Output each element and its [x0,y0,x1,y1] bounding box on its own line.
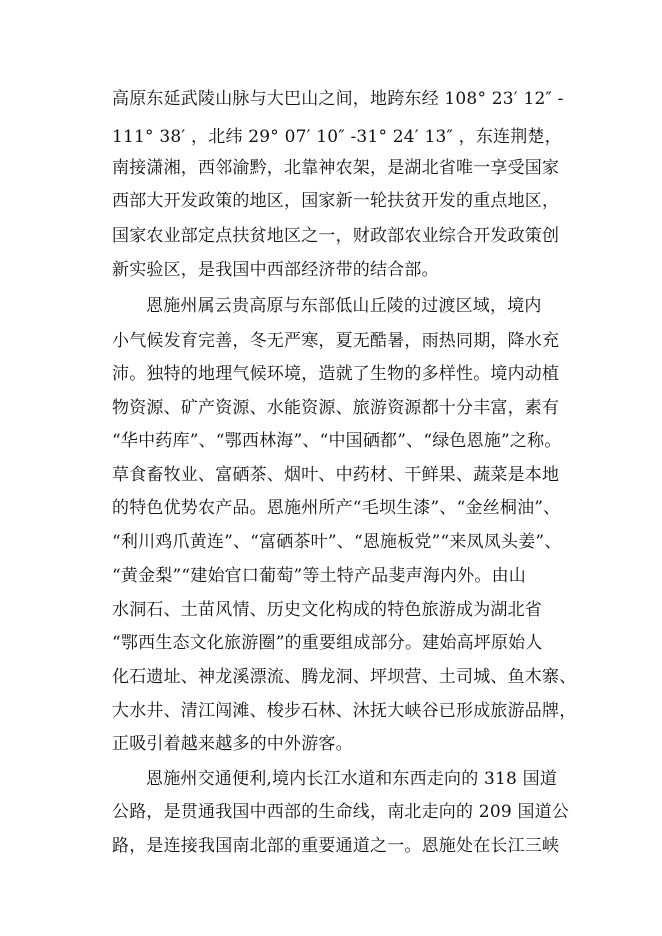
text-line: 国家农业部定点扶贫地区之一，财政部农业综合开发政策创 [112,226,560,246]
text-line: 沛。独特的地理气候环境，造就了生物的多样性。境内动植 [112,364,560,384]
text-line: 恩施州属云贵高原与东部低山丘陵的过渡区域，境内 [146,296,542,316]
text-line: 新实验区，是我国中西部经济带的结合部。 [112,260,439,280]
text-line: 西部大开发政策的地区，国家新一轮扶贫开发的重点地区， [112,191,560,211]
text-line: 恩施州交通便利,境内长江水道和东西走向的 318 国道 [146,769,558,789]
text-line: 大水井、清江闯滩、梭步石林、沐抚大峡谷已形成旅游品牌， [112,701,577,721]
text-line: 高原东延武陵山脉与大巴山之间，地跨东经 108° 23′ 12″ - [112,89,564,109]
text-line: 路，是连接我国南北部的重要通道之一。恩施处在长江三峡 [112,836,560,856]
text-line: 111° 38′ ，北纬 29° 07′ 10″ -31° 24′ 13″ ，东连荆楚， [112,127,562,147]
text-line: 公路，是贯通我国中西部的生命线，南北走向的 209 国道公 [112,802,570,822]
text-line: 的特色优势农产品。恩施州所产“毛坝生漆”、“金丝桐油”、 [112,498,561,518]
text-line: 草食畜牧业、富硒茶、烟叶、中药材、干鲜果、蔬菜是本地 [112,465,560,485]
text-line: 正吸引着越来越多的中外游客。 [112,734,353,754]
text-line: 南接潇湘，西邻渝黔，北靠神农架，是湖北省唯一享受国家 [112,158,560,178]
text-line: 水洞石、土苗风情、历史文化构成的特色旅游成为湖北省 [112,600,542,620]
text-line: “鄂西生态文化旅游圈”的重要组成部分。建始高坪原始人 [112,633,543,653]
text-line: 小气候发育完善，冬无严寒，夏无酷暑，雨热同期，降水充 [112,331,560,351]
text-line: 物资源、矿产资源、水能资源、旅游资源都十分丰富，素有 [112,398,560,418]
text-line: “华中药库”、“鄂西林海”、“中国硒都”、“绿色恩施”之称。 [112,431,562,451]
text-line: 化石遗址、神龙溪漂流、腾龙洞、坪坝营、土司城、鱼木寨、 [112,667,577,687]
text-line: “黄金梨”“建始官口葡萄”等土特产品斐声海内外。由山 [112,566,526,586]
text-line: “利川鸡爪黄连”、“富硒茶叶”、“恩施板党”“来凤凤头姜”、 [112,532,562,552]
